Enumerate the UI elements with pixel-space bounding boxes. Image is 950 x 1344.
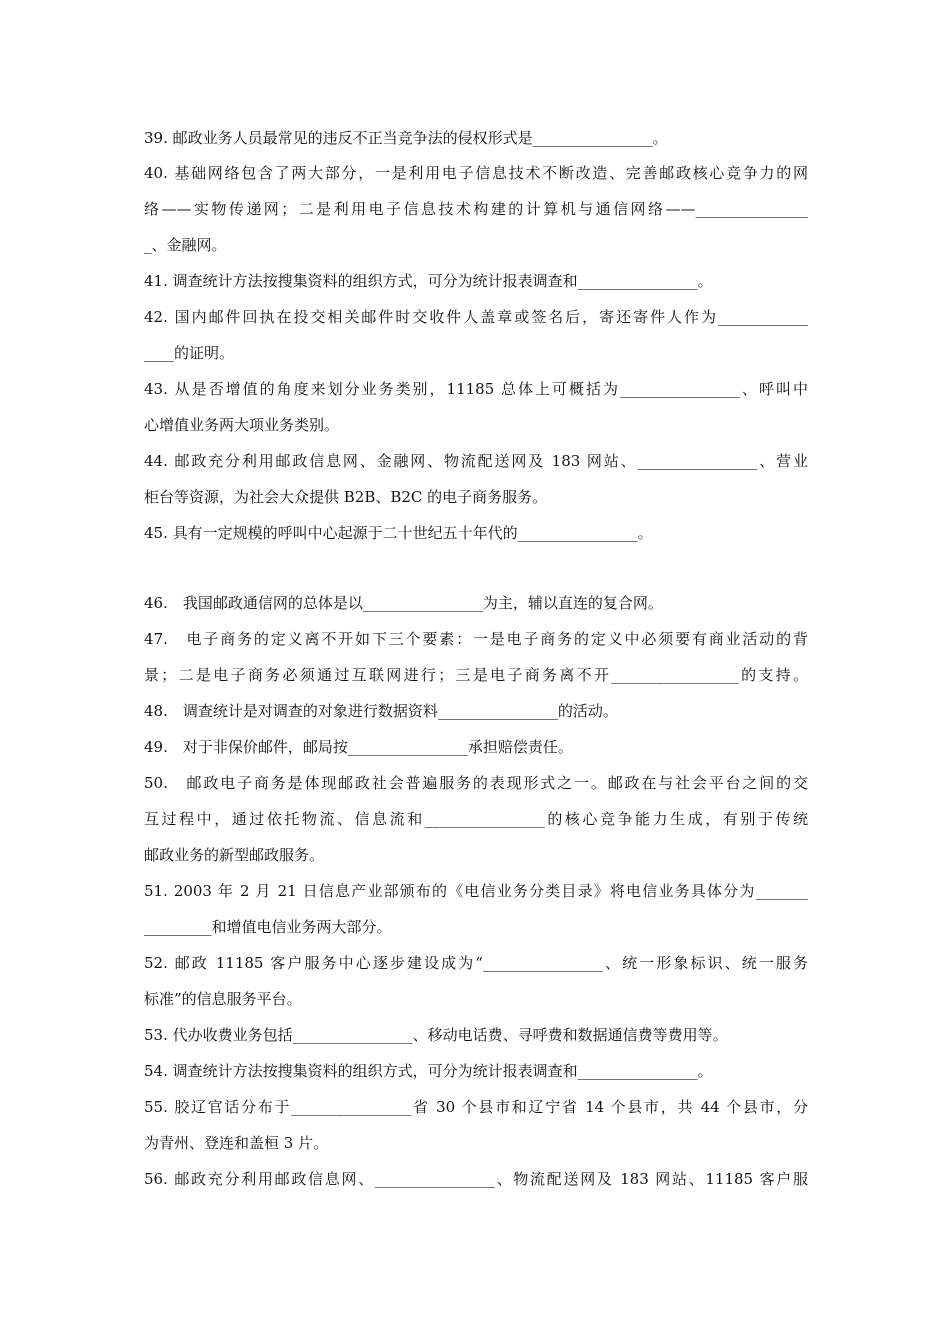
question-42-line-2: ____的证明。 [144, 344, 235, 362]
question-52-line-1: 52. 邮政 11185 客户服务中心逐步建设成为“________________、统一形象标识、统一服务 [144, 954, 808, 972]
question-44-line-2: 柜台等资源，为社会大众提供 B2B、B2C 的电子商务服务。 [144, 488, 548, 506]
question-46: 46. 我国邮政通信网的总体是以________________为主，辅以直连的复合网。 [144, 594, 663, 612]
question-48: 48. 调查统计是对调查的对象进行数据资料________________的活动。 [144, 702, 618, 720]
question-55-line-1: 55. 胶辽官话分布于________________省 30 个县市和辽宁省 14 个县市，共 44 个县市，分 [144, 1098, 808, 1116]
question-49: 49. 对于非保价邮件，邮局按________________承担赔偿责任。 [144, 738, 573, 756]
question-53: 53. 代办收费业务包括________________、移动电话费、寻呼费和数据通信费等费用等。 [144, 1026, 728, 1044]
question-56-line-1: 56. 邮政充分利用邮政信息网、________________、物流配送网及 183 网站、11185 客户服 [144, 1170, 808, 1188]
question-40-line-3: _、金融网。 [144, 236, 227, 254]
question-51-line-1: 51. 2003 年 2 月 21 日信息产业部颁布的《电信业务分类目录》将电信业务具体分为_______ [144, 882, 808, 900]
question-45: 45. 具有一定规模的呼叫中心起源于二十世纪五十年代的________________。 [144, 524, 653, 542]
question-51-line-2: _________和增值电信业务两大部分。 [144, 918, 392, 936]
question-43-line-1: 43. 从是否增值的角度来划分业务类别，11185 总体上可概括为________________、呼叫中 [144, 380, 808, 398]
question-40-line-2: 络——实物传递网；二是利用电子信息技术构建的计算机与通信网络——_______________ [144, 200, 808, 218]
question-55-line-2: 为青州、登连和盖桓 3 片。 [144, 1134, 329, 1152]
question-44-line-1: 44. 邮政充分利用邮政信息网、金融网、物流配送网及 183 网站、________________、营业 [144, 452, 808, 470]
question-47-line-2: 景；二是电子商务必须通过互联网进行；三是电子商务离不开_________________的支持。 [144, 666, 808, 684]
question-41: 41. 调查统计方法按搜集资料的组织方式，可分为统计报表调查和________________。 [144, 272, 713, 290]
question-50-line-3: 邮政业务的新型邮政服务。 [144, 846, 325, 864]
question-50-line-1: 50. 邮政电子商务是体现邮政社会普遍服务的表现形式之一。邮政在与社会平台之间的交 [144, 774, 808, 792]
question-43-line-2: 心增值业务两大项业务类别。 [144, 416, 340, 434]
question-52-line-2: 标准”的信息服务平台。 [144, 990, 302, 1008]
question-42-line-1: 42. 国内邮件回执在投交相关邮件时交收件人盖章或签名后，寄还寄件人作为____________ [144, 308, 808, 326]
question-40-line-1: 40. 基础网络包含了两大部分，一是利用电子信息技术不断改造、完善邮政核心竞争力的网 [144, 164, 808, 182]
question-47-line-1: 47. 电子商务的定义离不开如下三个要素：一是电子商务的定义中必须要有商业活动的背 [144, 630, 808, 648]
question-54: 54. 调查统计方法按搜集资料的组织方式，可分为统计报表调查和________________。 [144, 1062, 713, 1080]
question-39: 39. 邮政业务人员最常见的违反不正当竞争法的侵权形式是________________。 [144, 129, 668, 147]
question-50-line-2: 互过程中，通过依托物流、信息流和________________的核心竞争能力生成，有别于传统 [144, 810, 808, 828]
